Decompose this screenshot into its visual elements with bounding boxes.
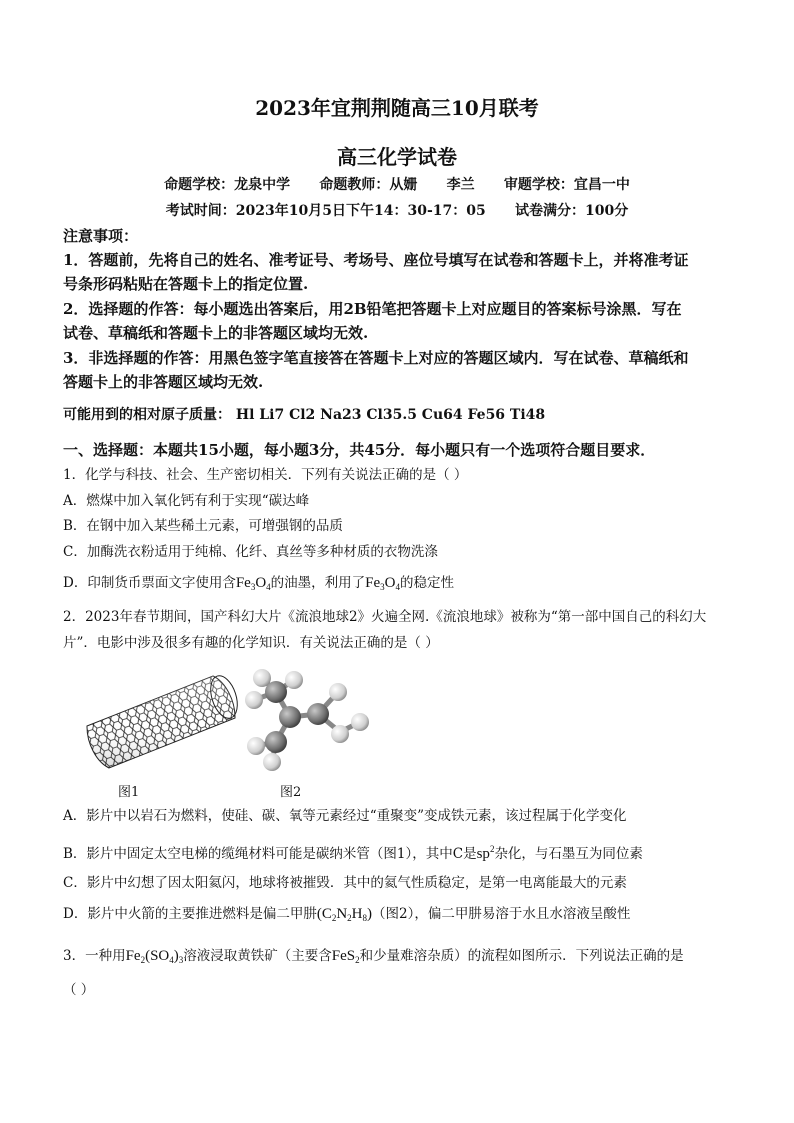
note-2-line-2: 试卷、草稿纸和答题卡上的非答题区域均无效. (63, 324, 369, 342)
note-2-line-1: 2．选择题的作答：每小题选出答案后，用2B铅笔把答题卡上对应题目的答案标号涂黑．写在 (63, 300, 682, 318)
q1-option-d (63, 574, 739, 596)
q2-d-text-1: D．影片中火箭的主要推进燃料是偏二甲肼 (63, 906, 317, 922)
q1-option-a: A．燃煤中加入氧化钙有利于实现“碳达峰 (63, 493, 310, 509)
author-info: 命题学校：龙泉中学 命题教师：从姗 李兰 审题学校：宜昌一中 (164, 177, 630, 193)
q2-b-text-1: B．影片中固定太空电梯的缆绳材料可能是碳纳米管（图1），其中C是 (63, 846, 477, 862)
fe3o4-formula-2: $Fe_3O_4$ (365, 575, 401, 592)
q2-option-d (63, 905, 739, 927)
fes2-formula: FeS$_2$ (331, 948, 360, 965)
c2n2h8-formula: $(C_2N_2H_8)$ (316, 906, 373, 923)
exam-title: 2023年宜荆荆随高三10月联考 (255, 96, 539, 120)
figure-2-caption: 图2 (280, 785, 302, 800)
q1-d-text-2: 的油墨，利用了 (270, 575, 366, 591)
q2-stem-line-1: 2．2023年春节期间，国产科幻大片《流浪地球2》火遍全网.《流浪地球》被称为“第一部中国自己的科幻大 (63, 609, 707, 625)
q1-stem: 1．化学与科技、社会、生产密切相关．下列有关说法正确的是（ ） (63, 467, 468, 483)
note-3-line-1: 3．非选择题的作答：用黑色签字笔直接答在答题卡上对应的答题区域内．写在试卷、草稿纸和 (63, 349, 689, 367)
note-1-line-2: 号条形码粘贴在答题卡上的指定位置. (63, 275, 309, 293)
fe2so43-formula: $Fe_2(SO_4)_3$ (125, 948, 184, 965)
q3-stem-line-2: （ ） (63, 982, 95, 998)
exam-time-info: 考试时间：2023年10月5日下午14：30-17：05 试卷满分：100分 (165, 203, 629, 219)
note-3-line-2: 答题卡上的非答题区域均无效. (63, 373, 264, 391)
atomic-masses: 可能用到的相对原子质量： Hl Li7 Cl2 Na23 Cl35.5 Cu64 Fe56 Ti48 (63, 407, 546, 423)
q2-option-a: A．影片中以岩石为燃料，使硅、碳、氧等元素经过“重聚变”变成铁元素，该过程属于化学变化 (63, 808, 627, 824)
q2-d-text-2: （图2），偏二甲肼易溶于水且水溶液呈酸性 (372, 906, 631, 922)
q1-option-b: B．在钢中加入某些稀土元素，可增强钢的品质 (63, 518, 343, 534)
q2-stem-line-2: 片”．电影中涉及很多有趣的化学知识．有关说法正确的是（ ） (63, 635, 439, 651)
q2-b-text-2: 杂化，与石墨互为同位素 (494, 846, 643, 862)
notes-heading: 注意事项： (63, 227, 139, 245)
q3-text-2: 溶液浸取黄铁矿（主要含 (183, 948, 332, 964)
q1-d-text-3: 的稳定性 (400, 575, 455, 591)
q3-stem-line-1 (63, 947, 739, 969)
sp2-formula: $sp^2$ (476, 844, 495, 862)
q1-d-text-1: D．印制货币票面文字使用含 (63, 575, 236, 591)
molecule-model-figure (238, 662, 378, 774)
q1-option-c: C．加酶洗衣粉适用于纯棉、化纤、真丝等多种材质的衣物洗涤 (63, 544, 438, 560)
q2-option-b (63, 840, 739, 863)
q3-text-1: 3．一种用 (63, 948, 126, 964)
note-1-line-1: 1．答题前，先将自己的姓名、准考证号、考场号、座位号填写在试卷和答题卡上，并将准考证 (63, 251, 689, 269)
carbon-nanotube-figure (75, 668, 240, 773)
fe3o4-formula: $Fe_3O_4$ (235, 575, 271, 592)
q3-text-3: 和少量难溶杂质）的流程如图所示．下列说法正确的是 (359, 948, 684, 964)
section-1-heading: 一、选择题：本题共15小题，每小题3分，共45分．每小题只有一个选项符合题目要求． (63, 441, 656, 459)
figure-1-caption: 图1 (118, 785, 140, 800)
exam-subtitle: 高三化学试卷 (337, 145, 457, 169)
q2-option-c: C．影片中幻想了因太阳氦闪，地球将被摧毁．其中的氦气性质稳定，是第一电离能最大的元素 (63, 875, 627, 891)
